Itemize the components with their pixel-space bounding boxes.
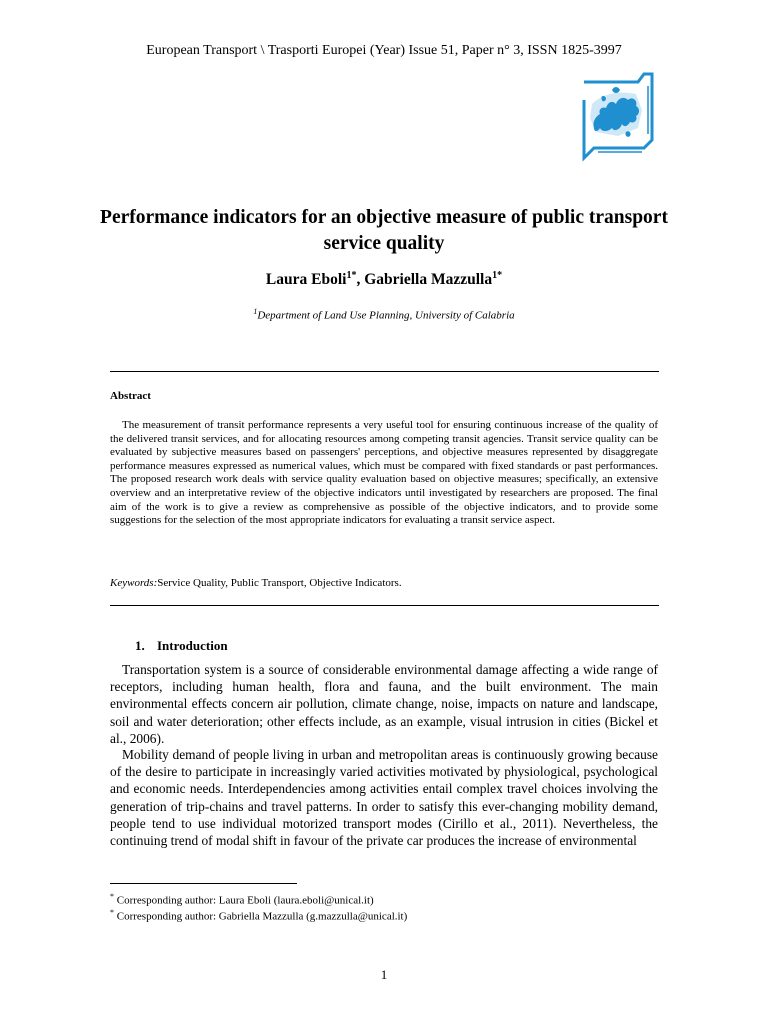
europe-map-logo-icon <box>578 70 660 170</box>
abstract-heading: Abstract <box>110 390 151 402</box>
affiliation-superscript: 1 <box>253 307 258 316</box>
author-name: Laura Eboli <box>265 271 347 289</box>
footnote-rule <box>110 883 297 884</box>
author-separator: , <box>356 271 365 289</box>
footnote-mark: * <box>110 892 114 901</box>
body-paragraph: Mobility demand of people living in urban and metropolitan areas is continuously growing because of the desire to participate in increasingly varied activities motivated by physiological, psychological and economic needs. Interdependencies among activities entail complex travel choices involving the generation of trip-chains and travel patterns. In order to satisfy this ever-changing mobility demand, people tend to use individual motorized transport modes (Cirillo et al., 2011). Nevertheless, the continuing trend of modal shift in favour of the private car produces the increase of environmental <box>110 747 658 849</box>
section-heading <box>135 638 228 654</box>
affiliation <box>0 307 768 322</box>
section-title: Introduction <box>157 638 228 653</box>
footnote <box>110 908 407 923</box>
abstract-top-rule <box>110 371 659 372</box>
body-paragraph: Transportation system is a source of considerable environmental damage affecting a wide range of receptors, including human health, flora and fauna, and the built environment. The main environmental effects concern air pollution, climate change, noise, impacts on nature and landscape, soil and water deterioration; other effects include, as an example, visual intrusion in cities (Bickel et al., 2006). <box>110 662 658 746</box>
page-number: 1 <box>380 967 388 982</box>
author-list <box>0 270 768 289</box>
footnote-mark: * <box>110 908 114 917</box>
author-superscript: 1* <box>346 270 357 281</box>
section-number: 1. <box>135 638 145 653</box>
abstract-text: The measurement of transit performance represents a very useful tool for ensuring continuous increase of the quality of the delivered transit services, and for allocating resources among competing transit agencies. Transit service quality can be evaluated by subjective measures based on passengers' perceptions, and objective measures represented by disaggregate performance measures expressed as numerical values, which must be compared with fixed standards or past performances. The proposed research work deals with service quality evaluation based on objective measures; specifically, an extensive overview and an interpretative review of the objective indicators until investigated by researchers are proposed. The final aim of the work is to give a review as comprehensive as possible of the objective indicators, and to provide some suggestions for the selection of the most appropriate indicators for evaluating a transit service aspect. <box>110 419 658 527</box>
keywords <box>110 577 658 589</box>
journal-header: European Transport \ Trasporti Europei (Year) Issue 51, Paper n° 3, ISSN 1825-3997 <box>146 43 622 58</box>
paper-title: Performance indicators for an objective measure of public transport service quality <box>100 207 668 254</box>
author-name: Gabriella Mazzulla <box>364 271 493 289</box>
keywords-text: Service Quality, Public Transport, Objective Indicators. <box>157 577 402 589</box>
footnote-text: Corresponding author: Laura Eboli (laura.eboli@unical.it) <box>116 894 374 907</box>
author-superscript: 1* <box>492 270 503 281</box>
keywords-label: Keywords: <box>110 577 158 589</box>
footnote <box>110 892 374 907</box>
abstract-bottom-rule <box>110 605 659 606</box>
footnote-text: Corresponding author: Gabriella Mazzulla (g.mazzulla@unical.it) <box>116 910 408 923</box>
affiliation-text: Department of Land Use Planning, University of Calabria <box>257 309 515 322</box>
